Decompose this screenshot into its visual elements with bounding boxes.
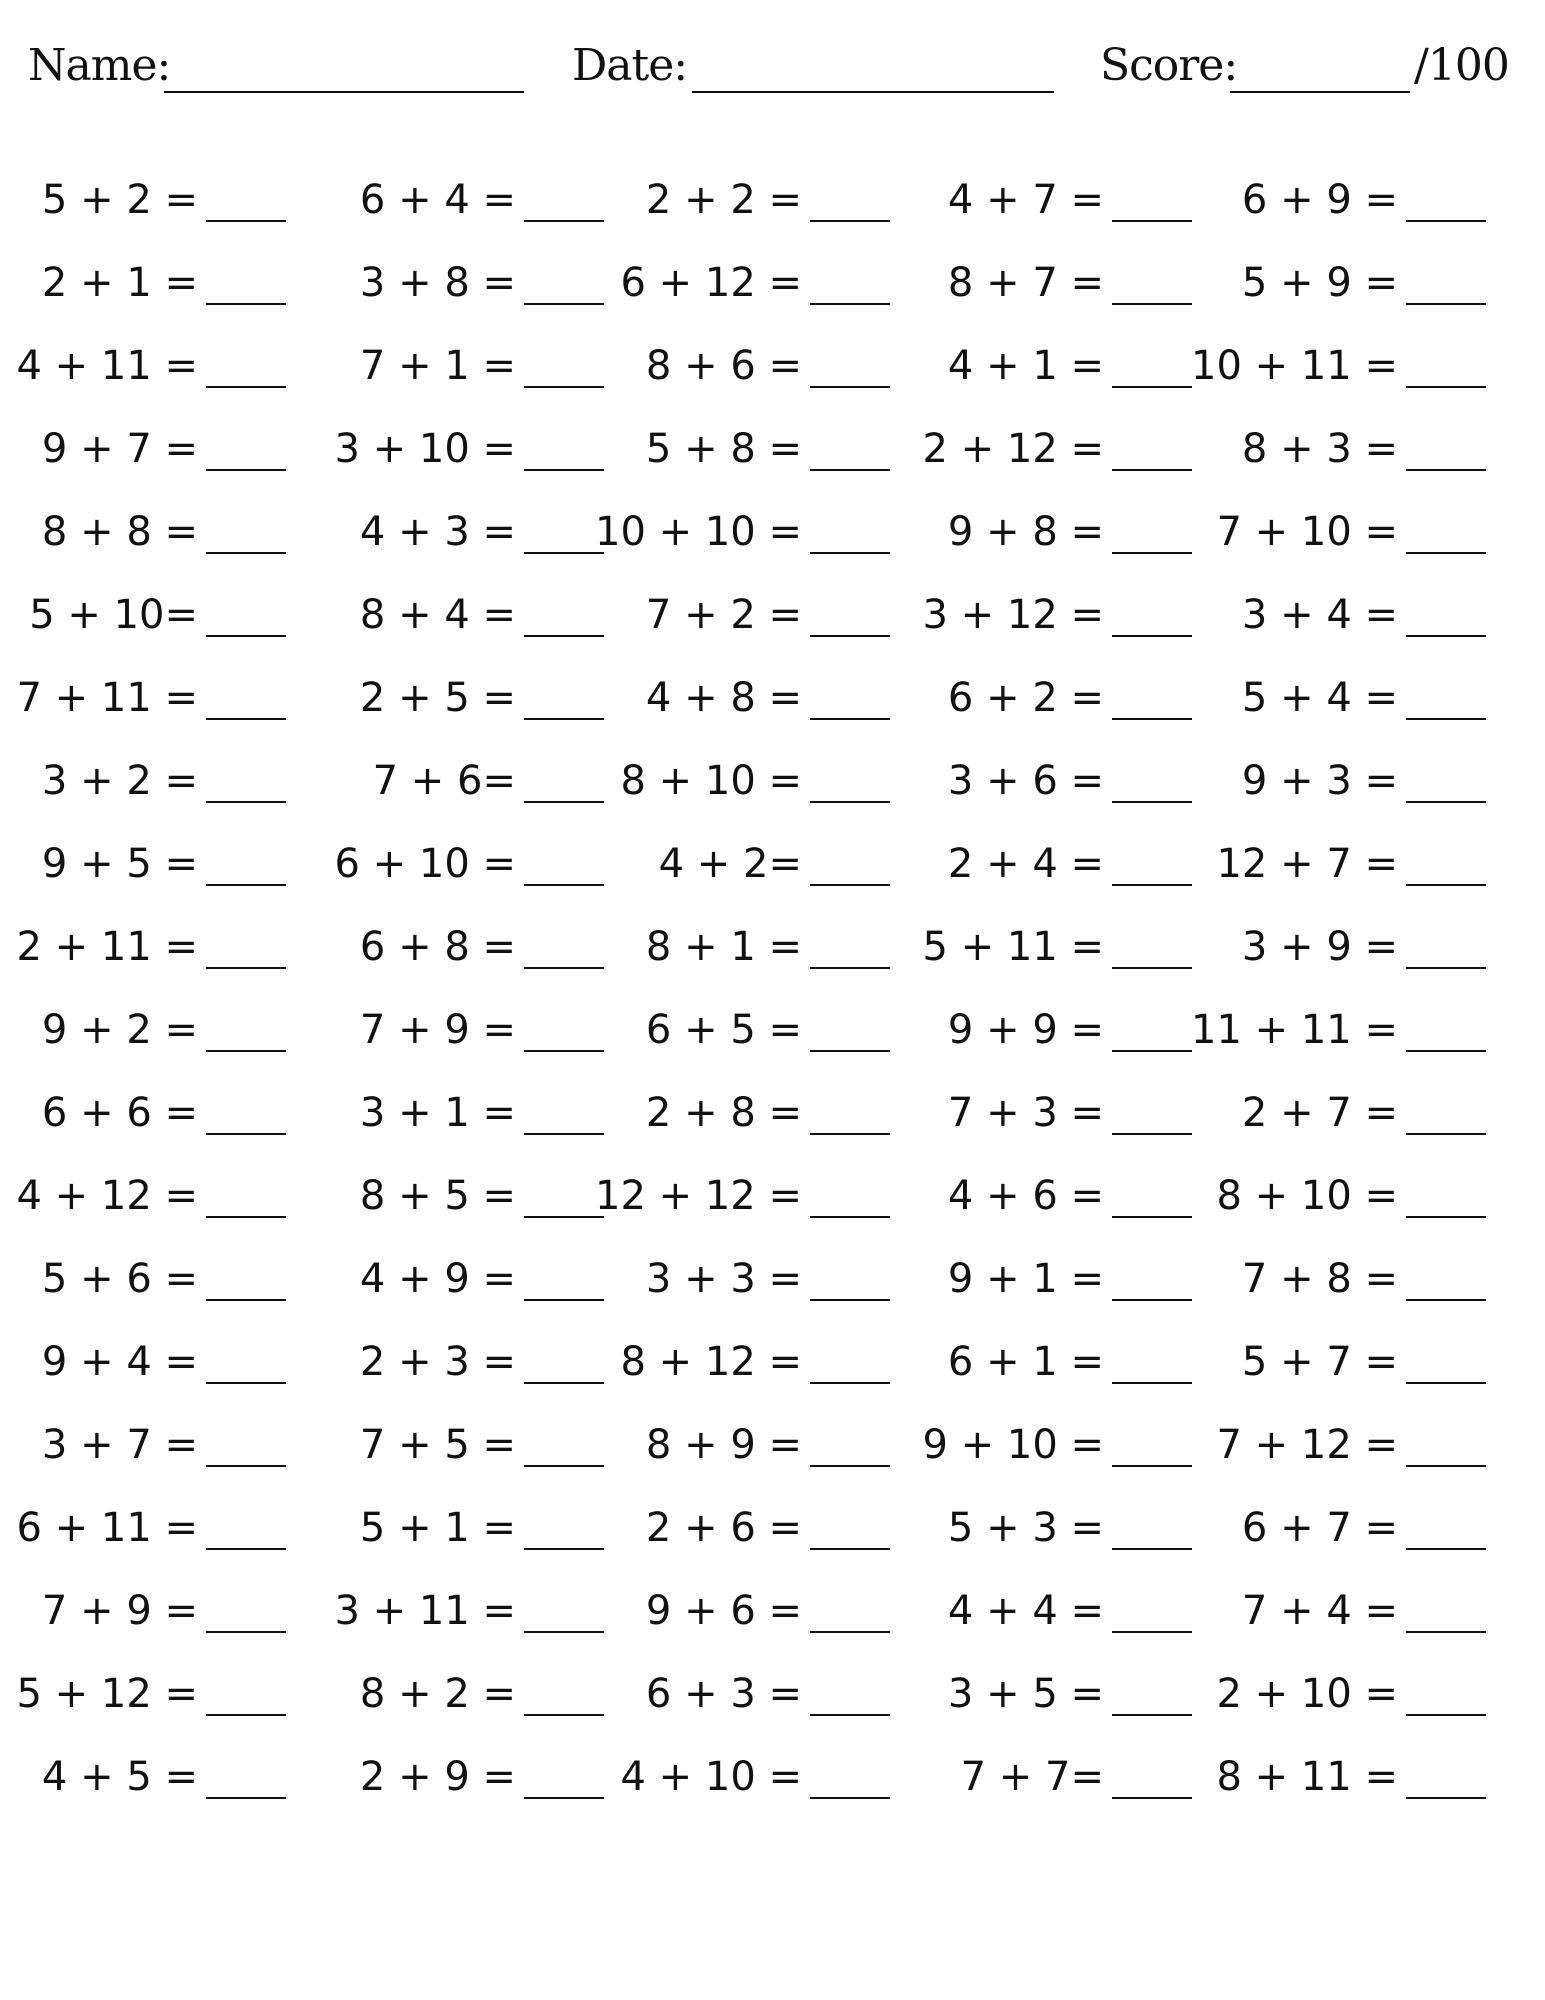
problem-item [304,1171,604,1231]
problem-item [590,258,890,318]
answer-blank[interactable] [810,801,890,803]
problem-equation: 4 + 5 = [41,1754,198,1800]
problem-item [1186,1420,1486,1480]
problem-equation: 7 + 3 = [947,1090,1104,1136]
answer-blank[interactable] [1406,1216,1486,1218]
answer-blank[interactable] [810,1548,890,1550]
problem-equation: 4 + 4 = [947,1588,1104,1634]
problem-equation: 2 + 2 = [645,177,802,223]
problem-item [590,1752,890,1812]
answer-blank[interactable] [1112,1133,1192,1135]
problem-equation: 8 + 6 = [645,343,802,389]
problem-equation: 6 + 3 = [645,1671,802,1717]
problem-item [0,839,286,899]
problem-item [892,507,1192,567]
problem-item [1186,756,1486,816]
problem-equation: 5 + 11 = [922,924,1104,970]
answer-blank[interactable] [206,552,286,554]
answer-blank[interactable] [206,967,286,969]
problem-item [892,175,1192,235]
answer-blank[interactable] [1112,1299,1192,1301]
problem-item [1186,1586,1486,1646]
problem-equation: 5 + 2 = [41,177,198,223]
problem-equation: 3 + 6 = [947,758,1104,804]
answer-blank[interactable] [810,967,890,969]
problem-equation: 7 + 10 = [1216,509,1398,555]
problem-item [892,1337,1192,1397]
problem-equation: 6 + 6 = [41,1090,198,1136]
answer-blank[interactable] [1406,967,1486,969]
problem-item [0,1503,286,1563]
problem-item [304,673,604,733]
problem-equation: 8 + 11 = [1216,1754,1398,1800]
answer-blank[interactable] [206,1548,286,1550]
problem-equation: 6 + 12 = [620,260,802,306]
problem-equation: 3 + 12 = [922,592,1104,638]
problem-item [0,1005,286,1065]
answer-blank[interactable] [206,1714,286,1716]
problem-item [590,1420,890,1480]
problem-equation: 9 + 3 = [1241,758,1398,804]
problem-equation: 8 + 10 = [1216,1173,1398,1219]
problem-equation: 2 + 4 = [947,841,1104,887]
problem-item [1186,1254,1486,1314]
answer-blank[interactable] [1112,1631,1192,1633]
problem-equation: 5 + 12 = [16,1671,198,1717]
problem-equation: 9 + 10 = [922,1422,1104,1468]
problem-equation: 8 + 1 = [645,924,802,970]
problem-item [304,1669,604,1729]
problem-equation: 3 + 1 = [359,1090,516,1136]
problem-item [304,1586,604,1646]
answer-blank[interactable] [810,1382,890,1384]
problem-item [0,756,286,816]
problem-equation: 3 + 2 = [41,758,198,804]
problem-item [590,1005,890,1065]
problem-equation: 7 + 6= [372,758,516,804]
problem-item [590,341,890,401]
problem-equation: 3 + 10 = [334,426,516,472]
problem-item [590,922,890,982]
problem-equation: 7 + 1 = [359,343,516,389]
problem-item [1186,1005,1486,1065]
answer-blank[interactable] [810,552,890,554]
problem-equation: 9 + 6 = [645,1588,802,1634]
problem-item [0,341,286,401]
problem-equation: 2 + 7 = [1241,1090,1398,1136]
problem-equation: 6 + 9 = [1241,177,1398,223]
problem-equation: 5 + 9 = [1241,260,1398,306]
problem-item [1186,175,1486,235]
problem-item [304,590,604,650]
problem-item [892,1752,1192,1812]
answer-blank[interactable] [206,1382,286,1384]
problem-equation: 2 + 10 = [1216,1671,1398,1717]
answer-blank[interactable] [206,386,286,388]
answer-blank[interactable] [206,469,286,471]
problem-item [304,341,604,401]
problem-equation: 8 + 5 = [359,1173,516,1219]
problem-equation: 9 + 8 = [947,509,1104,555]
problem-equation: 2 + 6 = [645,1505,802,1551]
problem-equation: 6 + 4 = [359,177,516,223]
problem-item [0,258,286,318]
problem-equation: 4 + 9 = [359,1256,516,1302]
problem-equation: 9 + 4 = [41,1339,198,1385]
problem-equation: 4 + 3 = [359,509,516,555]
problem-item [304,1254,604,1314]
problem-item [1186,507,1486,567]
problem-item [304,1005,604,1065]
answer-blank[interactable] [1112,303,1192,305]
problem-item [1186,1669,1486,1729]
problem-equation: 4 + 1 = [947,343,1104,389]
problem-item [892,673,1192,733]
problem-equation: 3 + 3 = [645,1256,802,1302]
problem-item [0,1171,286,1231]
answer-blank[interactable] [810,220,890,222]
problem-item [892,1088,1192,1148]
problem-equation: 2 + 3 = [359,1339,516,1385]
score-label: Score: [1100,40,1238,91]
problem-item [1186,258,1486,318]
problem-item [892,1171,1192,1231]
problem-equation: 4 + 8 = [645,675,802,721]
problem-item [892,839,1192,899]
problem-item [1186,424,1486,484]
answer-blank[interactable] [206,718,286,720]
answer-blank[interactable] [1406,635,1486,637]
problem-item [304,1337,604,1397]
answer-blank[interactable] [206,303,286,305]
answer-blank[interactable] [810,303,890,305]
problem-equation: 5 + 8 = [645,426,802,472]
problem-equation: 8 + 12 = [620,1339,802,1385]
problem-equation: 9 + 2 = [41,1007,198,1053]
problem-item [892,258,1192,318]
answer-blank[interactable] [206,1050,286,1052]
problem-equation: 3 + 8 = [359,260,516,306]
problem-item [0,1752,286,1812]
problem-equation: 7 + 12 = [1216,1422,1398,1468]
answer-blank[interactable] [206,1133,286,1135]
answer-blank[interactable] [1406,1465,1486,1467]
answer-blank[interactable] [206,635,286,637]
problem-item [304,1503,604,1563]
answer-blank[interactable] [810,1465,890,1467]
problem-equation: 4 + 11 = [16,343,198,389]
problem-item [590,1171,890,1231]
answer-blank[interactable] [1112,1548,1192,1550]
answer-blank[interactable] [1112,1050,1192,1052]
problem-item [0,424,286,484]
problem-equation: 10 + 10 = [595,509,802,555]
answer-blank[interactable] [1406,1631,1486,1633]
answer-blank[interactable] [1112,1714,1192,1716]
problem-item [304,1088,604,1148]
problem-equation: 2 + 1 = [41,260,198,306]
answer-blank[interactable] [1406,1714,1486,1716]
answer-blank[interactable] [810,718,890,720]
answer-blank[interactable] [206,1797,286,1799]
answer-blank[interactable] [1406,1050,1486,1052]
problem-equation: 6 + 2 = [947,675,1104,721]
problem-equation: 3 + 11 = [334,1588,516,1634]
problem-equation: 7 + 9 = [41,1588,198,1634]
problem-item [1186,673,1486,733]
answer-blank[interactable] [810,1050,890,1052]
problem-item [590,424,890,484]
problem-equation: 6 + 5 = [645,1007,802,1053]
answer-blank[interactable] [1112,1382,1192,1384]
problem-item [590,590,890,650]
problem-item [892,756,1192,816]
problem-item [892,1005,1192,1065]
name-label: Name: [28,40,171,91]
problem-equation: 4 + 7 = [947,177,1104,223]
answer-blank[interactable] [206,884,286,886]
problem-item [892,1503,1192,1563]
problem-item [892,341,1192,401]
answer-blank[interactable] [1406,469,1486,471]
problem-item [0,922,286,982]
problem-equation: 3 + 5 = [947,1671,1104,1717]
problem-item [0,590,286,650]
problem-item [304,424,604,484]
problem-item [0,1669,286,1729]
problem-item [0,1337,286,1397]
problem-item [590,1669,890,1729]
problem-equation: 7 + 7= [960,1754,1104,1800]
problem-equation: 9 + 7 = [41,426,198,472]
answer-blank[interactable] [206,220,286,222]
problem-item [0,1254,286,1314]
answer-blank[interactable] [1406,1299,1486,1301]
problem-equation: 5 + 7 = [1241,1339,1398,1385]
answer-blank[interactable] [810,469,890,471]
answer-blank[interactable] [1406,1797,1486,1799]
problem-item [1186,1752,1486,1812]
answer-blank[interactable] [1112,386,1192,388]
answer-blank[interactable] [1112,635,1192,637]
answer-blank[interactable] [1112,967,1192,969]
problem-equation: 6 + 8 = [359,924,516,970]
problem-item [0,507,286,567]
answer-blank[interactable] [1112,469,1192,471]
problem-equation: 3 + 7 = [41,1422,198,1468]
problem-equation: 8 + 4 = [359,592,516,638]
problem-equation: 7 + 4 = [1241,1588,1398,1634]
problem-item [590,1088,890,1148]
problem-equation: 8 + 7 = [947,260,1104,306]
problem-equation: 3 + 9 = [1241,924,1398,970]
problem-item [892,1669,1192,1729]
problem-item [1186,590,1486,650]
problem-item [892,1420,1192,1480]
problem-item [590,673,890,733]
answer-blank[interactable] [1406,884,1486,886]
problem-equation: 6 + 7 = [1241,1505,1398,1551]
problem-equation: 6 + 10 = [334,841,516,887]
problem-equation: 7 + 5 = [359,1422,516,1468]
problem-item [304,756,604,816]
problem-equation: 11 + 11 = [1191,1007,1398,1053]
problem-item [0,1586,286,1646]
problem-item [892,424,1192,484]
answer-blank[interactable] [810,1299,890,1301]
answer-blank[interactable] [1112,1216,1192,1218]
answer-blank[interactable] [206,801,286,803]
date-label: Date: [572,40,688,91]
problem-equation: 2 + 11 = [16,924,198,970]
answer-blank[interactable] [1406,552,1486,554]
problem-item [590,1503,890,1563]
problem-item [1186,341,1486,401]
answer-blank[interactable] [810,1133,890,1135]
problem-item [304,507,604,567]
answer-blank[interactable] [1112,1465,1192,1467]
problem-item [304,175,604,235]
problem-item [892,922,1192,982]
problem-item [590,1254,890,1314]
score-total: /100 [1414,40,1509,91]
answer-blank[interactable] [206,1465,286,1467]
problem-item [892,590,1192,650]
problem-equation: 7 + 11 = [16,675,198,721]
problem-equation: 9 + 9 = [947,1007,1104,1053]
problem-item [590,756,890,816]
answer-blank[interactable] [1406,1133,1486,1135]
answer-blank[interactable] [206,1631,286,1633]
answer-blank[interactable] [1112,220,1192,222]
problem-item [304,258,604,318]
problem-equation: 5 + 3 = [947,1505,1104,1551]
problem-item [304,922,604,982]
problem-equation: 9 + 1 = [947,1256,1104,1302]
problem-equation: 7 + 8 = [1241,1256,1398,1302]
answer-blank[interactable] [206,1299,286,1301]
answer-blank[interactable] [1112,801,1192,803]
problem-equation: 3 + 4 = [1241,592,1398,638]
problem-item [590,175,890,235]
problem-equation: 8 + 8 = [41,509,198,555]
answer-blank[interactable] [1406,386,1486,388]
answer-blank[interactable] [1406,718,1486,720]
problem-equation: 4 + 2= [658,841,802,887]
problem-equation: 6 + 11 = [16,1505,198,1551]
answer-blank[interactable] [810,635,890,637]
answer-blank[interactable] [1112,552,1192,554]
answer-blank[interactable] [1112,884,1192,886]
problem-equation: 4 + 10 = [620,1754,802,1800]
problem-item [1186,1503,1486,1563]
problem-equation: 9 + 5 = [41,841,198,887]
problem-equation: 5 + 4 = [1241,675,1398,721]
answer-blank[interactable] [810,1714,890,1716]
problem-equation: 8 + 10 = [620,758,802,804]
answer-blank[interactable] [1406,220,1486,222]
answer-blank[interactable] [1406,1548,1486,1550]
problem-item [892,1586,1192,1646]
problem-equation: 6 + 1 = [947,1339,1104,1385]
answer-blank[interactable] [810,1797,890,1799]
answer-blank[interactable] [1406,303,1486,305]
problem-equation: 8 + 3 = [1241,426,1398,472]
problem-item [892,1254,1192,1314]
problem-item [0,175,286,235]
answer-blank[interactable] [1406,801,1486,803]
problem-equation: 4 + 6 = [947,1173,1104,1219]
problem-item [304,839,604,899]
problem-item [0,1088,286,1148]
problem-item [590,1586,890,1646]
answer-blank[interactable] [810,1216,890,1218]
problem-item [304,1420,604,1480]
problem-item [0,673,286,733]
problem-equation: 10 + 11 = [1191,343,1398,389]
answer-blank[interactable] [1406,1382,1486,1384]
problem-item [304,1752,604,1812]
answer-blank[interactable] [810,386,890,388]
answer-blank[interactable] [1112,718,1192,720]
problem-equation: 7 + 9 = [359,1007,516,1053]
answer-blank[interactable] [810,884,890,886]
problem-equation: 5 + 1 = [359,1505,516,1551]
problem-equation: 2 + 8 = [645,1090,802,1136]
problem-equation: 2 + 9 = [359,1754,516,1800]
problem-item [1186,1088,1486,1148]
problem-equation: 12 + 12 = [595,1173,802,1219]
problem-equation: 8 + 2 = [359,1671,516,1717]
problem-item [0,1420,286,1480]
problem-item [590,839,890,899]
answer-blank[interactable] [810,1631,890,1633]
problem-item [1186,922,1486,982]
problem-equation: 2 + 12 = [922,426,1104,472]
answer-blank[interactable] [1112,1797,1192,1799]
problem-equation: 7 + 2 = [645,592,802,638]
problem-item [590,1337,890,1397]
problem-equation: 12 + 7 = [1216,841,1398,887]
problem-item [1186,839,1486,899]
problem-item [1186,1171,1486,1231]
problem-item [590,507,890,567]
problem-equation: 8 + 9 = [645,1422,802,1468]
answer-blank[interactable] [206,1216,286,1218]
problem-equation: 5 + 10= [29,592,198,638]
problem-equation: 5 + 6 = [41,1256,198,1302]
problem-equation: 4 + 12 = [16,1173,198,1219]
problem-item [1186,1337,1486,1397]
problem-equation: 2 + 5 = [359,675,516,721]
